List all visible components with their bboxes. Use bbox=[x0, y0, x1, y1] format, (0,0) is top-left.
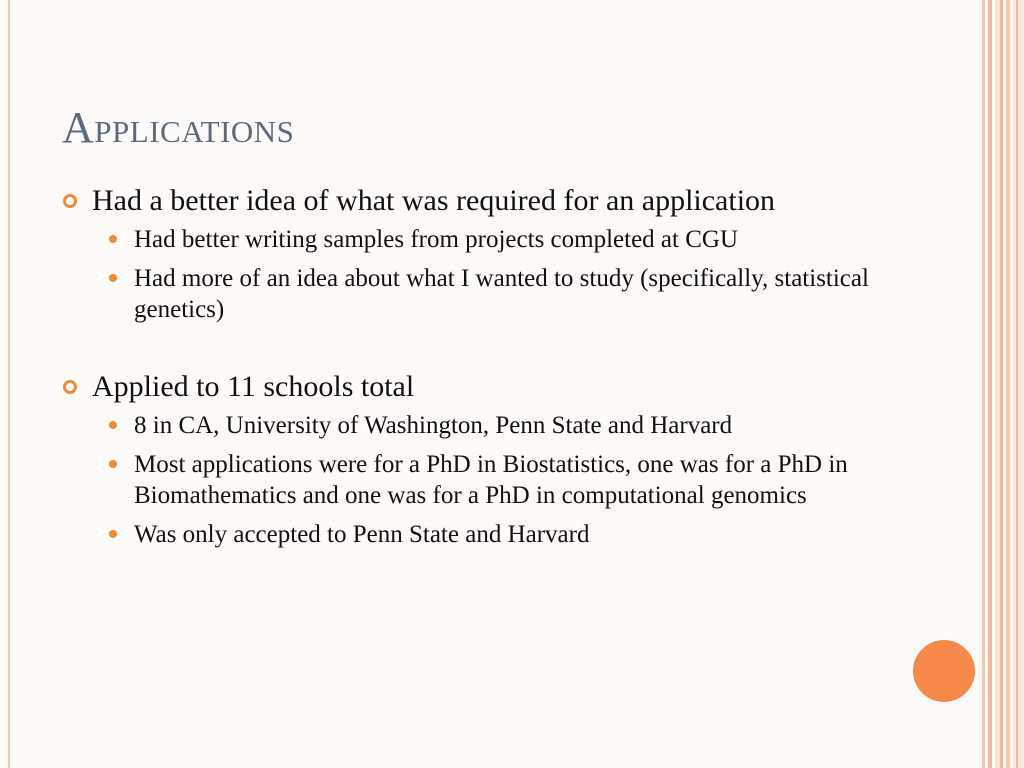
right-stripe bbox=[1006, 0, 1010, 768]
bullet-text: Had a better idea of what was required for an application bbox=[92, 184, 776, 217]
bullet-level2 bbox=[134, 224, 894, 255]
orange-circle-decoration bbox=[913, 640, 975, 702]
filled-dot-icon bbox=[109, 274, 117, 282]
filled-dot-icon bbox=[109, 421, 117, 429]
bullet-level2 bbox=[134, 263, 894, 325]
bullet-level1 bbox=[62, 183, 912, 218]
sub-bullet-text: Most applications were for a PhD in Biostatistics, one was for a PhD in Biomathematics and one was for a PhD in computational genomics bbox=[134, 451, 848, 509]
bullet-level2 bbox=[134, 449, 894, 511]
slide-body bbox=[62, 183, 912, 550]
hollow-circle-icon bbox=[63, 194, 77, 208]
bullet-level1 bbox=[62, 369, 912, 404]
filled-dot-icon bbox=[109, 530, 117, 538]
sub-bullet-text: Had better writing samples from projects completed at CGU bbox=[134, 226, 739, 253]
hollow-circle-icon bbox=[63, 380, 77, 394]
bullet-level2 bbox=[134, 519, 894, 550]
sub-bullet-text: Was only accepted to Penn State and Harvard bbox=[134, 521, 590, 548]
bullet-text: Applied to 11 schools total bbox=[92, 370, 415, 403]
filled-dot-icon bbox=[109, 460, 117, 468]
right-stripe bbox=[1016, 0, 1018, 768]
right-stripe bbox=[1000, 0, 1003, 768]
right-stripe bbox=[982, 0, 985, 768]
bullet-level2 bbox=[134, 410, 894, 441]
slide-title: Applications bbox=[62, 103, 295, 152]
right-stripe bbox=[988, 0, 992, 768]
left-frame-line bbox=[8, 0, 10, 768]
filled-dot-icon bbox=[109, 235, 117, 243]
sub-bullet-text: Had more of an idea about what I wanted to study (specifically, statistical genetics) bbox=[134, 265, 869, 323]
right-stripe bbox=[1013, 0, 1024, 768]
sub-bullet-text: 8 in CA, University of Washington, Penn State and Harvard bbox=[134, 412, 733, 439]
